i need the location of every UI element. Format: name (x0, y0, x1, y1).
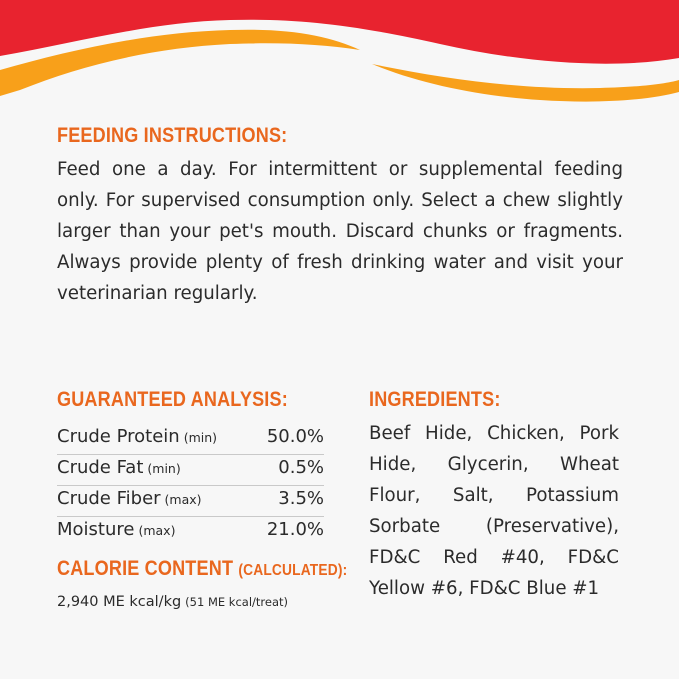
analysis-qualifier: (max) (164, 492, 202, 507)
analysis-row-protein (57, 424, 324, 455)
decorative-wave-banner (0, 0, 679, 110)
calorie-title-sub: (CALCULATED): (238, 562, 348, 579)
ingredients-title: INGREDIENTS: (369, 388, 501, 411)
calorie-content-title (57, 557, 347, 581)
analysis-label (57, 519, 175, 540)
analysis-name: Crude Fat (57, 457, 144, 478)
analysis-value: 3.5% (278, 488, 324, 509)
feeding-instructions-title: FEEDING INSTRUCTIONS: (57, 124, 288, 147)
calorie-title-main: CALORIE CONTENT (57, 557, 234, 580)
analysis-value: 50.0% (266, 426, 324, 447)
orange-wave-right (372, 64, 679, 102)
guaranteed-analysis-table (57, 424, 324, 548)
analysis-row-fat (57, 455, 324, 486)
analysis-label (57, 488, 202, 509)
calorie-content-value (57, 594, 288, 610)
analysis-label (57, 426, 217, 447)
analysis-name: Crude Fiber (57, 488, 161, 509)
guaranteed-analysis-title: GUARANTEED ANALYSIS: (57, 388, 288, 411)
analysis-value: 0.5% (278, 457, 324, 478)
analysis-name: Moisture (57, 519, 135, 540)
analysis-label (57, 457, 181, 478)
calorie-per-kg: 2,940 ME kcal/kg (57, 594, 182, 610)
analysis-qualifier: (min) (183, 430, 218, 445)
analysis-row-fiber (57, 486, 324, 517)
analysis-qualifier: (min) (147, 461, 181, 476)
analysis-value: 21.0% (266, 519, 324, 540)
ingredients-text: Beef Hide, Chicken, Pork Hide, Glycerin, Wheat Flour, Salt, Potassium Sorbate (Preservative), FD&C Red #40, FD&C Yellow #6, FD&C Blue #1 (369, 423, 619, 599)
analysis-row-moisture (57, 517, 324, 548)
analysis-name: Crude Protein (57, 426, 180, 447)
calorie-per-treat: (51 ME kcal/treat) (185, 595, 288, 609)
feeding-instructions-text: Feed one a day. For intermittent or supplemental feeding only. For supervised consumption only. Select a chew slightly larger than your pet's mouth. Discard chunks or fragments. Always provide plenty of fresh drinking water and visit your veterinarian regularly. (57, 159, 623, 304)
analysis-qualifier: (max) (138, 523, 176, 538)
